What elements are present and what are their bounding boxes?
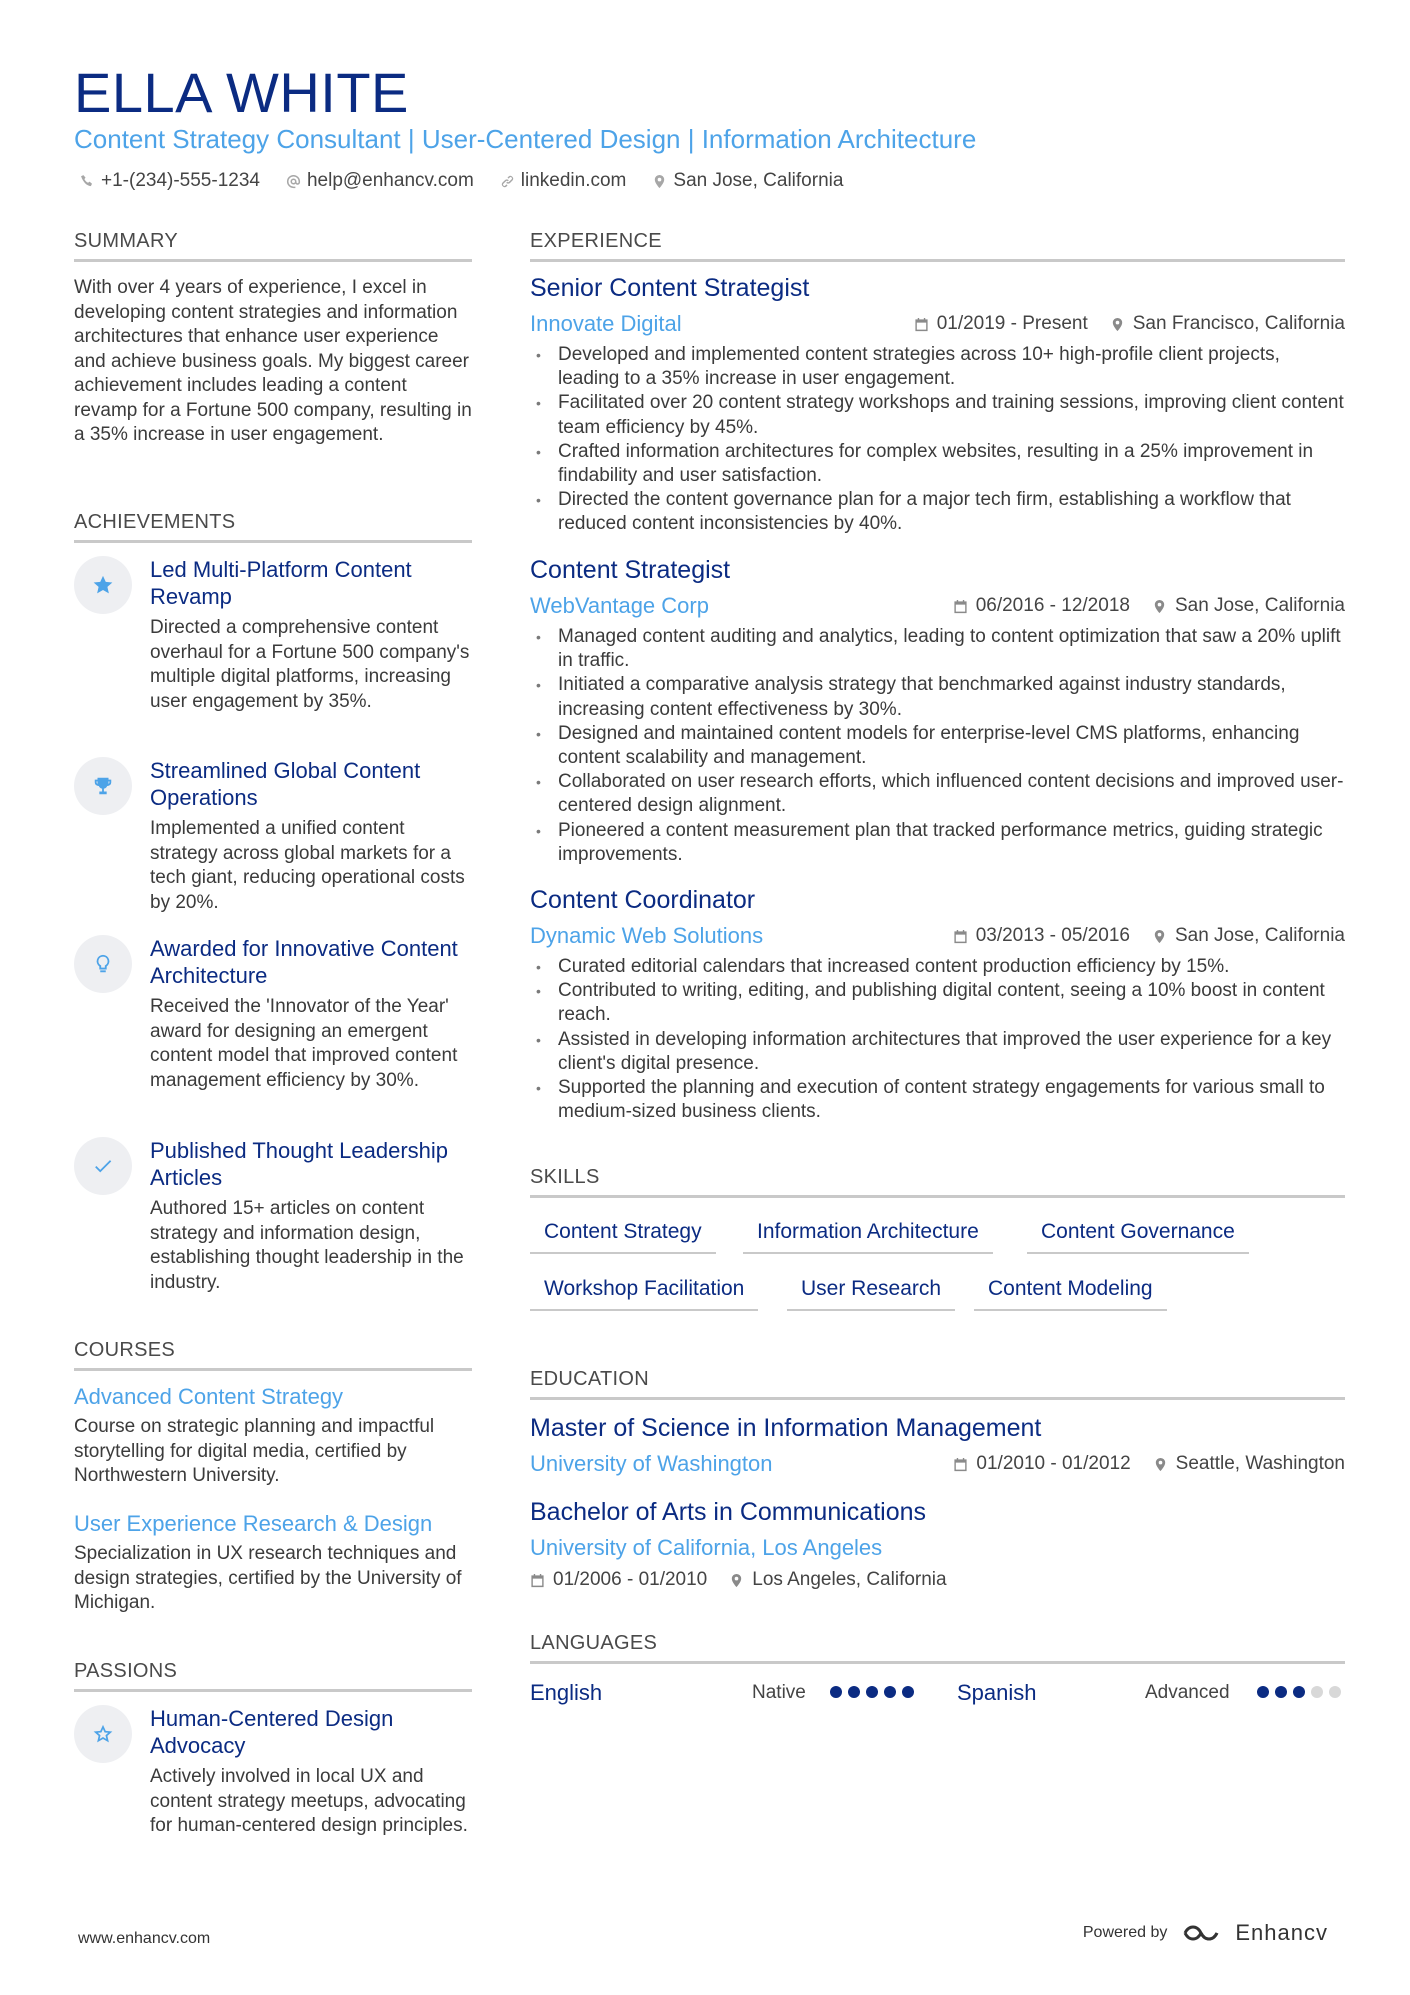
candidate-name: ELLA WHITE (74, 61, 409, 124)
lightbulb-icon (92, 953, 114, 975)
job-bullet: • Collaborated on user research efforts, which influenced content decisions and improved user-centered design alignment. (530, 770, 1345, 818)
star-outline-icon (92, 1723, 114, 1745)
rating-dot-empty (1311, 1686, 1323, 1698)
job-bullet: • Crafted information architectures for complex websites, resulting in a 25% improvement in findability and user satisfaction. (530, 440, 1345, 488)
brand-logo (1181, 1920, 1328, 1946)
education-meta (953, 1453, 1345, 1475)
phone-icon (80, 174, 95, 189)
achievement-title: Published Thought Leadership Articles (150, 1138, 449, 1190)
calendar-icon (953, 599, 968, 614)
job-location-text: San Jose, California (1174, 595, 1345, 616)
passions-heading: PASSIONS (74, 1660, 472, 1692)
calendar-icon (530, 1573, 545, 1588)
job-meta (953, 925, 1345, 947)
powered-by-text: Powered by (1082, 1924, 1168, 1941)
linkedin-text: linkedin.com (520, 170, 627, 191)
email-text: help@enhancv.com (306, 170, 474, 191)
job-title: Content Coordinator (530, 886, 756, 914)
education-degree: Master of Science in Information Management (530, 1414, 1042, 1442)
summary-heading: SUMMARY (74, 230, 472, 262)
candidate-headline: Content Strategy Consultant | User-Centered Design | Information Architecture (74, 124, 977, 154)
job-location (1152, 925, 1345, 947)
contact-row (80, 170, 843, 192)
rating-dot-filled (848, 1686, 860, 1698)
achievement-icon-badge (74, 757, 132, 815)
location-pin-icon (1152, 929, 1167, 944)
job-company: Dynamic Web Solutions (530, 923, 764, 948)
skill-tag: Workshop Facilitation (530, 1277, 758, 1311)
summary-text: With over 4 years of experience, I excel in developing content strategies and information architectures that enhance user experience and achieve business goals. My biggest career achievement includes leading a content revamp for a Fortune 500 company, resulting in a 35% increase in user engagement. (74, 277, 472, 445)
achievement-text: Received the 'Innovator of the Year' award for designing an emergent content model that improved content management efficiency by 30%. (150, 996, 458, 1091)
rating-dot-filled (866, 1686, 878, 1698)
job-location-text: San Francisco, California (1132, 313, 1345, 334)
job-location (1110, 313, 1345, 335)
job-dates-text: 03/2013 - 05/2016 (975, 925, 1130, 946)
location-pin-icon (652, 174, 667, 189)
check-icon (92, 1155, 114, 1177)
job-company: WebVantage Corp (530, 593, 709, 618)
job-dates-text: 06/2016 - 12/2018 (975, 595, 1130, 616)
rating-dot-filled (830, 1686, 842, 1698)
rating-dot-filled (884, 1686, 896, 1698)
job-meta (953, 595, 1345, 617)
course-text: Course on strategic planning and impactful storytelling for digital media, certified by Northwestern University. (74, 1416, 435, 1486)
education-meta (530, 1569, 947, 1591)
job-bullet: • Managed content auditing and analytics, leading to content optimization that saw a 20% uplift in traffic. (530, 625, 1345, 673)
job-bullet: • Directed the content governance plan for a major tech firm, establishing a workflow that reduced content inconsistencies by 40%. (530, 488, 1345, 536)
achievement-title: Led Multi-Platform Content Revamp (150, 557, 412, 609)
job-meta (914, 313, 1345, 335)
job-bullet: • Facilitated over 20 content strategy workshops and training sessions, improving client content team efficiency by 45%. (530, 391, 1345, 439)
language-level: Native (752, 1682, 806, 1703)
job-bullet: • Curated editorial calendars that increased content production efficiency by 15%. (530, 955, 1345, 979)
job-company: Innovate Digital (530, 311, 682, 336)
skill-tag: Information Architecture (743, 1220, 993, 1254)
rating-dot-filled (1293, 1686, 1305, 1698)
skill-tag: User Research (787, 1277, 955, 1311)
skill-tag: Content Modeling (974, 1277, 1167, 1311)
education-school: University of Washington (530, 1451, 773, 1476)
location-pin-icon (729, 1573, 744, 1588)
course-title: Advanced Content Strategy (74, 1384, 344, 1409)
education-dates-text: 01/2006 - 01/2010 (553, 1569, 708, 1590)
experience-heading: EXPERIENCE (530, 230, 1345, 262)
education-school: University of California, Los Angeles (530, 1535, 883, 1560)
job-bullet: • Designed and maintained content models for enterprise-level CMS platforms, enhancing content scalability and management. (530, 722, 1345, 770)
job-dates-text: 01/2019 - Present (936, 313, 1088, 334)
course-title: User Experience Research & Design (74, 1511, 433, 1536)
education-location-text: Seattle, Washington (1175, 1453, 1345, 1474)
language-rating (1257, 1686, 1341, 1698)
contact-email[interactable] (286, 170, 474, 192)
job-title: Content Strategist (530, 556, 731, 584)
achievement-title: Streamlined Global Content Operations (150, 758, 421, 810)
skill-tag: Content Strategy (530, 1220, 716, 1254)
education-dates (530, 1569, 707, 1591)
location-text: San Jose, California (673, 170, 844, 191)
education-location-text: Los Angeles, California (752, 1569, 947, 1590)
job-bullet: • Initiated a comparative analysis strategy that benchmarked against industry standards, increasing content effectiveness by 30%. (530, 673, 1345, 721)
achievements-heading: ACHIEVEMENTS (74, 511, 472, 543)
job-location-text: San Jose, California (1174, 925, 1345, 946)
education-heading: EDUCATION (530, 1368, 1345, 1400)
job-dates (953, 925, 1130, 947)
job-bullet: • Assisted in developing information architectures that improved the user experience for a key client's digital presence. (530, 1028, 1345, 1076)
course-text: Specialization in UX research techniques and design strategies, certified by the University of Michigan. (74, 1543, 462, 1613)
contact-location (652, 170, 843, 192)
calendar-icon (953, 1457, 968, 1472)
language-level: Advanced (1145, 1682, 1230, 1703)
job-location (1152, 595, 1345, 617)
calendar-icon (914, 317, 929, 332)
education-dates (953, 1453, 1130, 1475)
link-icon (500, 174, 515, 189)
star-icon (92, 574, 114, 596)
at-sign-icon (286, 174, 301, 189)
location-pin-icon (1152, 599, 1167, 614)
job-bullet: • Pioneered a content measurement plan that tracked performance metrics, guiding strategic improvements. (530, 819, 1345, 867)
location-pin-icon (1110, 317, 1125, 332)
calendar-icon (953, 929, 968, 944)
job-dates (953, 595, 1130, 617)
skill-tag: Content Governance (1027, 1220, 1249, 1254)
achievement-text: Authored 15+ articles on content strategy and information design, establishing thought leadership in the industry. (150, 1198, 464, 1293)
achievement-text: Directed a comprehensive content overhaul for a Fortune 500 company's multiple digital platforms, increasing user engagement by 35%. (150, 617, 470, 712)
rating-dot-filled (1275, 1686, 1287, 1698)
footer-branding (1083, 1920, 1328, 1946)
language-name: English (530, 1680, 603, 1705)
job-bullets (530, 955, 1345, 1124)
location-pin-icon (1153, 1457, 1168, 1472)
enhancv-logo-icon (1181, 1920, 1227, 1946)
achievement-title: Awarded for Innovative Content Architecture (150, 936, 458, 988)
job-bullet: • Contributed to writing, editing, and publishing digital content, seeing a 10% boost in content reach. (530, 979, 1345, 1027)
passion-icon-badge (74, 1705, 132, 1763)
passion-text: Actively involved in local UX and content strategy meetups, advocating for human-centered design principles. (150, 1766, 468, 1836)
contact-phone (80, 170, 260, 192)
job-dates (914, 313, 1088, 335)
job-title: Senior Content Strategist (530, 274, 810, 302)
footer-website[interactable]: www.enhancv.com (78, 1930, 211, 1947)
education-location (1153, 1453, 1345, 1475)
brand-name: Enhancv (1235, 1920, 1328, 1945)
education-dates-text: 01/2010 - 01/2012 (976, 1453, 1131, 1474)
education-location (729, 1569, 946, 1591)
achievement-icon-badge (74, 1137, 132, 1195)
courses-heading: COURSES (74, 1339, 472, 1371)
rating-dot-filled (902, 1686, 914, 1698)
rating-dot-empty (1329, 1686, 1341, 1698)
job-bullet: • Developed and implemented content strategies across 10+ high-profile client projects, leading to a 35% increase in user engagement. (530, 343, 1345, 391)
education-degree: Bachelor of Arts in Communications (530, 1498, 927, 1526)
job-bullets (530, 625, 1345, 867)
language-rating (830, 1686, 914, 1698)
rating-dot-filled (1257, 1686, 1269, 1698)
contact-linkedin[interactable] (500, 170, 627, 192)
achievement-icon-badge (74, 935, 132, 993)
achievement-text: Implemented a unified content strategy across global markets for a tech giant, reducing operational costs by 20%. (150, 818, 465, 913)
achievement-icon-badge (74, 556, 132, 614)
job-bullets (530, 343, 1345, 537)
trophy-icon (92, 775, 114, 797)
passion-title: Human-Centered Design Advocacy (150, 1706, 394, 1758)
language-name: Spanish (957, 1680, 1037, 1705)
phone-text: +1-(234)-555-1234 (101, 170, 260, 191)
languages-heading: LANGUAGES (530, 1632, 1345, 1664)
job-bullet: • Supported the planning and execution of content strategy engagements for various small to medium-sized business clients. (530, 1076, 1345, 1124)
skills-heading: SKILLS (530, 1166, 1345, 1198)
